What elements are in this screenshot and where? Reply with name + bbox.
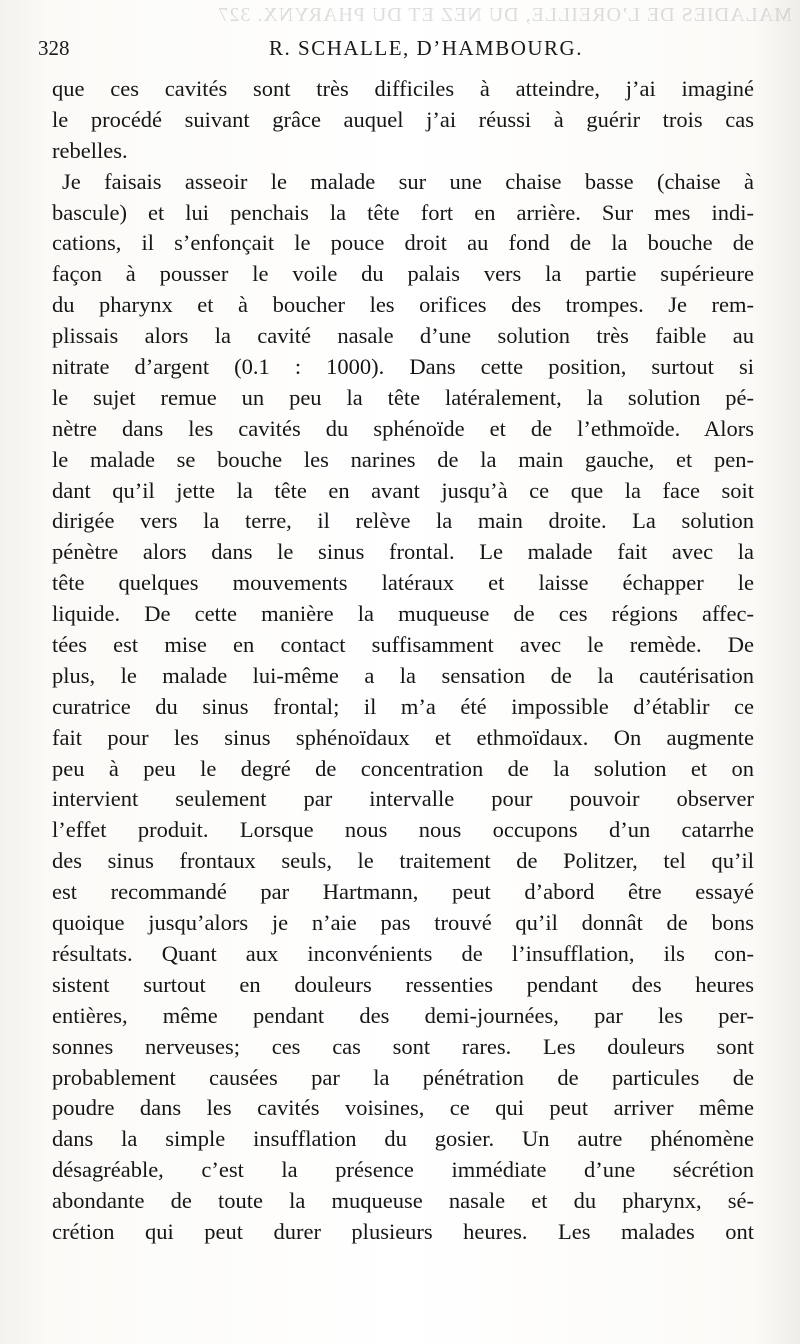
text-line: plissais alors la cavité nasale d’une solution très faible au [52,323,754,349]
text-line: dant qu’il jette la tête en avant jusqu’à ce que la face soit [52,477,754,503]
text-line: pénètre alors dans le sinus frontal. Le malade fait avec la [52,539,754,565]
text-line: sistent surtout en douleurs ressenties pendant des heures [52,971,754,997]
text-line: probablement causées par la pénétration de particules de [52,1064,754,1090]
text-line: nètre dans les cavités du sphénoïde et de l’ethmoïde. Alors [52,415,754,441]
text-line: des sinus frontaux seuls, le traitement de Politzer, tel qu’il [52,848,754,874]
text-line: liquide. De cette manière la muqueuse de ces régions affec- [52,601,754,627]
body-text [52,74,754,1248]
text-line: abondante de toute la muqueuse nasale et du pharynx, sé- [52,1188,754,1214]
text-line: cations, il s’enfonçait le pouce droit au fond de la bouche de [52,230,754,256]
bleed-through-text: MALADIES DE L’OREILLE, DU NEZ ET DU PHARYNX. 327 [217,4,792,26]
text-line: le procédé suivant grâce auquel j’ai réussi à guérir trois cas [52,106,754,132]
text-line: résultats. Quant aux inconvénients de l’insufflation, ils con- [52,940,754,966]
page-number: 328 [38,36,70,60]
text-line: est recommandé par Hartmann, peut d’abord être essayé [52,879,754,905]
text-line: quoique jusqu’alors je n’aie pas trouvé qu’il donnât de bons [52,910,754,936]
text-line: bascule) et lui penchais la tête fort en arrière. Sur mes indi- [52,199,754,225]
text-line: dirigée vers la terre, il relève la main droite. La solution [52,508,754,534]
text-line: curatrice du sinus frontal; il m’a été impossible d’établir ce [52,693,754,719]
text-line: Je faisais asseoir le malade sur une chaise basse (chaise à [62,168,754,194]
text-line: l’effet produit. Lorsque nous nous occupons d’un catarrhe [52,817,754,843]
text-line: peu à peu le degré de concentration de la solution et on [52,755,754,781]
text-line: entières, même pendant des demi-journées, par les per- [52,1002,754,1028]
text-line: rebelles. [52,137,128,163]
text-line: intervient seulement par intervalle pour pouvoir observer [52,786,754,812]
text-line: poudre dans les cavités voisines, ce qui peut arriver même [52,1095,754,1121]
text-line: tête quelques mouvements latéraux et laisse échapper le [52,570,754,596]
text-line: fait pour les sinus sphénoïdaux et ethmoïdaux. On augmente [52,724,754,750]
text-line: le sujet remue un peu la tête latéralement, la solution pé- [52,384,754,410]
text-line: dans la simple insufflation du gosier. Un autre phénomène [52,1126,754,1152]
page-header [38,36,762,66]
text-line: façon à pousser le voile du palais vers la partie supérieure [52,261,754,287]
running-head: R. SCHALLE, D’HAMBOURG. [269,36,583,60]
text-line: crétion qui peut durer plusieurs heures. Les malades ont [52,1218,754,1244]
text-line: plus, le malade lui-même a la sensation de la cautérisation [52,662,754,688]
text-line: le malade se bouche les narines de la main gauche, et pen- [52,446,754,472]
text-line: du pharynx et à boucher les orifices des trompes. Je rem- [52,292,754,318]
text-line: désagréable, c’est la présence immédiate d’une sécrétion [52,1157,754,1183]
text-line: sonnes nerveuses; ces cas sont rares. Les douleurs sont [52,1033,754,1059]
text-line: nitrate d’argent (0.1 : 1000). Dans cette position, surtout si [52,354,754,380]
text-line: que ces cavités sont très difficiles à atteindre, j’ai imaginé [52,76,754,101]
text-line: tées est mise en contact suffisamment avec le remède. De [52,632,754,658]
